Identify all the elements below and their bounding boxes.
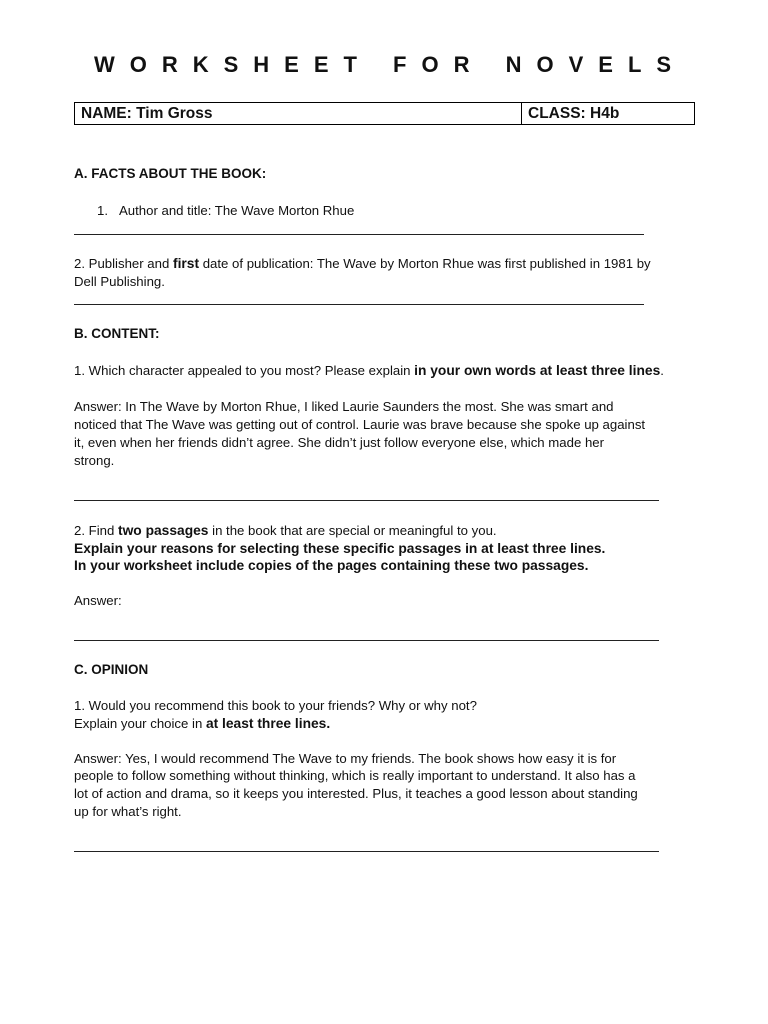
question-b1-text: 1. Which character appealed to you most? Please explain in your own words at least three lines. — [74, 363, 664, 378]
answer-line — [74, 304, 644, 305]
answer-c1-line: up for what’s right. — [74, 804, 182, 819]
question-c1-line1: 1. Would you recommend this book to your friends? Why or why not? — [74, 698, 477, 713]
answer-c1-line: Answer: Yes, I would recommend The Wave to my friends. The book shows how easy it is for — [74, 751, 617, 766]
student-name-cell: NAME: Tim Gross — [75, 103, 522, 124]
question-a1-number: 1. — [97, 203, 108, 218]
answer-c1-line: people to follow something without thinking, which is really important to understand. It also has a — [74, 768, 636, 783]
answer-b1-line: strong. — [74, 453, 115, 468]
answer-line — [74, 500, 659, 501]
answer-b2-label: Answer: — [74, 593, 122, 608]
answer-line — [74, 640, 659, 641]
question-a2-text: 2. Publisher and first date of publication: The Wave by Morton Rhue was first published in 1981 by — [74, 256, 651, 271]
question-a1-text: Author and title: The Wave Morton Rhue — [119, 203, 355, 218]
worksheet-title: WORKSHEET FOR NOVELS — [93, 52, 687, 77]
answer-line — [74, 851, 659, 852]
header-table — [74, 102, 695, 125]
question-c1-line2: Explain your choice in at least three lines. — [74, 716, 331, 731]
answer-line — [74, 234, 644, 235]
answer-b1-line: noticed that The Wave was getting out of control. Laurie was brave because she spoke up against — [74, 417, 646, 432]
class-cell: CLASS: H4b — [528, 105, 620, 122]
question-a2-line2: Dell Publishing. — [74, 274, 165, 289]
question-b2-text: 2. Find two passages in the book that are special or meaningful to you. — [74, 523, 497, 538]
question-b2-line2: Explain your reasons for selecting these specific passages in at least three lines. — [74, 541, 606, 556]
answer-b1-line: Answer: In The Wave by Morton Rhue, I liked Laurie Saunders the most. She was smart and — [74, 399, 614, 414]
answer-c1-line: lot of action and drama, so it keeps you interested. Plus, it teaches a good lesson about standing — [74, 786, 638, 801]
question-b2-line3: In your worksheet include copies of the pages containing these two passages. — [74, 558, 589, 573]
section-b-heading: B. CONTENT: — [74, 326, 160, 341]
section-c-heading: C. OPINION — [74, 662, 149, 677]
answer-b1-line: it, even when her friends didn’t agree. She didn’t just follow everyone else, which made her — [74, 435, 604, 450]
section-a-heading: A. FACTS ABOUT THE BOOK: — [74, 166, 267, 181]
